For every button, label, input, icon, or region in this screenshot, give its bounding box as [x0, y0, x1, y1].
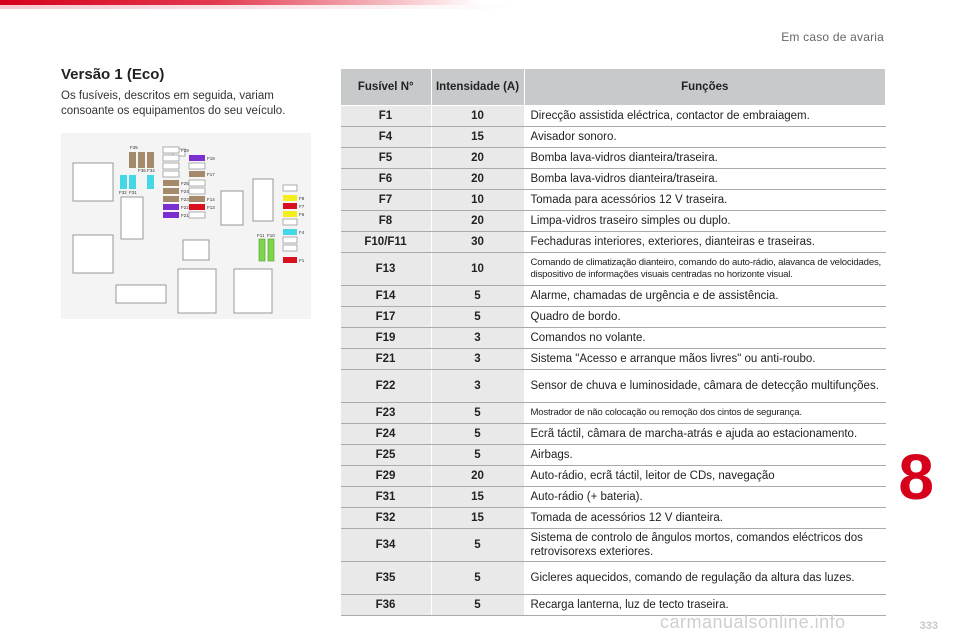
fuse-function: Direcção assistida eléctrica, contactor de embraiagem. [524, 106, 886, 127]
fuse-table [340, 68, 886, 616]
table-row [341, 445, 886, 466]
fuse-amperage: 5 [431, 445, 524, 466]
fuse-number: F17 [341, 307, 432, 328]
fuse-number: F29 [341, 466, 432, 487]
section-header: Em caso de avaria [781, 30, 884, 44]
fuse-number: F1 [341, 106, 432, 127]
fuse-number: F4 [341, 127, 432, 148]
table-row [341, 169, 886, 190]
label-f25: F25 [181, 181, 189, 186]
fuse-f36 [138, 152, 145, 168]
relay-block [183, 240, 209, 260]
fuse-empty [283, 245, 297, 251]
fuse-function: Avisador sonoro. [524, 127, 886, 148]
fuse-amperage: 10 [431, 190, 524, 211]
label-f10: F10 [267, 233, 275, 238]
table-row [341, 403, 886, 424]
fuse-empty [283, 219, 297, 225]
chapter-number: 8 [898, 441, 934, 513]
table-row [341, 487, 886, 508]
fuse-amperage: 3 [431, 328, 524, 349]
fuse-number: F13 [341, 253, 432, 286]
fuse-amperage: 10 [431, 106, 524, 127]
watermark: carmanualsonline.info [660, 612, 846, 632]
label-f17: F17 [207, 172, 215, 177]
fuse-function: Auto-rádio, ecrã táctil, leitor de CDs, navegação [524, 466, 886, 487]
fuse-f29 [163, 147, 179, 153]
fuse-box-diagram [61, 133, 311, 319]
page-title: Versão 1 (Eco) [61, 66, 165, 83]
table-row [341, 466, 886, 487]
fuse-number: F19 [341, 328, 432, 349]
label-f13: F13 [207, 205, 215, 210]
table-row [341, 307, 886, 328]
table-row [341, 190, 886, 211]
relay-block [178, 269, 216, 313]
table-row [341, 562, 886, 595]
fuse-number: F23 [341, 403, 432, 424]
fuse-number: F21 [341, 349, 432, 370]
label-f21: F21 [181, 213, 189, 218]
header-functions: Funções [524, 69, 886, 106]
label-f7: F7 [299, 204, 305, 209]
page-number: 333 [919, 620, 938, 632]
label-f23: F23 [181, 197, 189, 202]
relay-block [221, 191, 243, 225]
fuse-f8 [283, 195, 297, 201]
fuse-function: Mostrador de não colocação ou remoção dos cintos de segurança. [524, 403, 886, 424]
fuse-number: F24 [341, 424, 432, 445]
table-row [341, 286, 886, 307]
fuse-f32 [120, 175, 127, 189]
fuse-number: F14 [341, 286, 432, 307]
fuse-number: F25 [341, 445, 432, 466]
fuse-function: Comandos no volante. [524, 328, 886, 349]
fuse-empty [163, 155, 179, 161]
fuse-empty [163, 163, 179, 169]
table-row [341, 127, 886, 148]
fuse-f34 [147, 152, 154, 168]
fuse-f31 [129, 175, 136, 189]
fuse-amperage: 15 [431, 487, 524, 508]
label-f31: F31 [129, 190, 137, 195]
table-row [341, 349, 886, 370]
table-row [341, 253, 886, 286]
fuse-amperage: 3 [431, 370, 524, 403]
fuse-amperage: 20 [431, 148, 524, 169]
table-row [341, 232, 886, 253]
table-row [341, 328, 886, 349]
table-row [341, 508, 886, 529]
fuse-f21 [163, 212, 179, 218]
fuse-function: Sistema "Acesso e arranque mãos livres" ou anti-roubo. [524, 349, 886, 370]
label-f4: F4 [299, 230, 305, 235]
label-f1: F1 [299, 258, 305, 263]
header-amp: Intensidade (A) [431, 69, 524, 106]
fuse-f11 [259, 239, 265, 261]
fuse-amperage: 5 [431, 403, 524, 424]
fuse-function: Auto-rádio (+ bateria). [524, 487, 886, 508]
fuse-function: Ecrã táctil, câmara de marcha-atrás e ajuda ao estacionamento. [524, 424, 886, 445]
fuse-function: Tomada para acessórios 12 V traseira. [524, 190, 886, 211]
fuse-number: F31 [341, 487, 432, 508]
fuse-function: Fechaduras interiores, exteriores, dianteiras e traseiras. [524, 232, 886, 253]
label-f14: F14 [207, 197, 215, 202]
fuse-number: F5 [341, 148, 432, 169]
label-f6: F6 [299, 212, 305, 217]
fuse-amperage: 5 [431, 529, 524, 562]
fuse-f4 [283, 229, 297, 235]
relay-block [116, 285, 166, 303]
fuse-amperage: 5 [431, 286, 524, 307]
fuse-amperage: 20 [431, 211, 524, 232]
fuse-number: F36 [341, 595, 432, 616]
fuse-f35 [129, 152, 136, 168]
label-f8: F8 [299, 196, 305, 201]
label-f22: F22 [181, 205, 189, 210]
fuse-function: Quadro de bordo. [524, 307, 886, 328]
fuse-function: Limpa-vidros traseiro simples ou duplo. [524, 211, 886, 232]
fuse-empty [283, 185, 297, 191]
label-f34: F34 [147, 168, 155, 173]
fuse-amperage: 3 [431, 349, 524, 370]
fuse-number: F32 [341, 508, 432, 529]
header-fuse: Fusível N° [341, 69, 432, 106]
fuse-amperage: 10 [431, 253, 524, 286]
fuse-number: F34 [341, 529, 432, 562]
table-header-row [341, 69, 886, 106]
fuse-amperage: 20 [431, 169, 524, 190]
label-f36: F36 [138, 168, 146, 173]
table-row [341, 424, 886, 445]
fuse-number: F22 [341, 370, 432, 403]
table-row [341, 148, 886, 169]
fuse-amperage: 5 [431, 562, 524, 595]
fuse-empty [283, 237, 297, 243]
label-f32: F32 [119, 190, 127, 195]
relay-block [234, 269, 272, 313]
fuse-function: Bomba lava-vidros dianteira/traseira. [524, 169, 886, 190]
fuse-number: F6 [341, 169, 432, 190]
relay-block [253, 179, 273, 221]
fuse-empty [163, 171, 179, 177]
fuse-function: Recarga lanterna, luz de tecto traseira. [524, 595, 886, 616]
table-row [341, 106, 886, 127]
fuse-f1 [283, 257, 297, 263]
fuse-function: Sensor de chuva e luminosidade, câmara de detecção multifunções. [524, 370, 886, 403]
fuse-number: F7 [341, 190, 432, 211]
label-f19: F19 [207, 156, 215, 161]
fuse-f7 [283, 203, 297, 209]
fuse-function: Comando de climatização dianteiro, comando do auto-rádio, alavanca de velocidades, dispositivo de informações visuais centradas no horizonte visual. [524, 253, 886, 286]
fuse-number: F35 [341, 562, 432, 595]
fuse-function: Airbags. [524, 445, 886, 466]
fuse-amperage: 15 [431, 127, 524, 148]
table-row [341, 370, 886, 403]
table-row [341, 529, 886, 562]
fuse-number: F10/F11 [341, 232, 432, 253]
label-f29: F29 [181, 148, 189, 153]
fuse-f13 [189, 204, 205, 210]
table-row [341, 211, 886, 232]
fuse-empty [189, 180, 205, 186]
fuse-amperage: 20 [431, 466, 524, 487]
fuse-f23 [163, 196, 179, 202]
fuse-function: Sistema de controlo de ângulos mortos, comandos eléctricos dos retrovisorexs exteriores. [524, 529, 886, 562]
fuse-amperage: 5 [431, 595, 524, 616]
fuse-f34b [147, 175, 154, 189]
label-f11: F11 [257, 233, 265, 238]
fuse-amperage: 5 [431, 307, 524, 328]
relay-block [121, 197, 143, 239]
fuse-function: Gicleres aquecidos, comando de regulação da altura das luzes. [524, 562, 886, 595]
fuse-amperage: 15 [431, 508, 524, 529]
fuse-empty [189, 212, 205, 218]
fuse-f10 [268, 239, 274, 261]
fuse-empty [189, 163, 205, 169]
intro-text: Os fusíveis, descritos em seguida, variam consoante os equipamentos do seu veículo. [61, 90, 286, 117]
fuse-f17 [189, 171, 205, 177]
fuse-f25 [163, 180, 179, 186]
fuse-f22 [163, 204, 179, 210]
fuse-amperage: 30 [431, 232, 524, 253]
fuse-f19 [189, 155, 205, 161]
fuse-empty [189, 188, 205, 194]
label-f24: F24 [181, 189, 189, 194]
relay-block [73, 235, 113, 273]
fuse-function: Tomada de acessórios 12 V dianteira. [524, 508, 886, 529]
fuse-f24 [163, 188, 179, 194]
fuse-f14 [189, 196, 205, 202]
accent-bar-shadow [0, 5, 520, 9]
fuse-function: Bomba lava-vidros dianteira/traseira. [524, 148, 886, 169]
fuse-amperage: 5 [431, 424, 524, 445]
label-f35: F35 [130, 145, 138, 150]
fuse-f6 [283, 211, 297, 217]
relay-block [73, 163, 113, 201]
fuse-number: F8 [341, 211, 432, 232]
fuse-function: Alarme, chamadas de urgência e de assistência. [524, 286, 886, 307]
